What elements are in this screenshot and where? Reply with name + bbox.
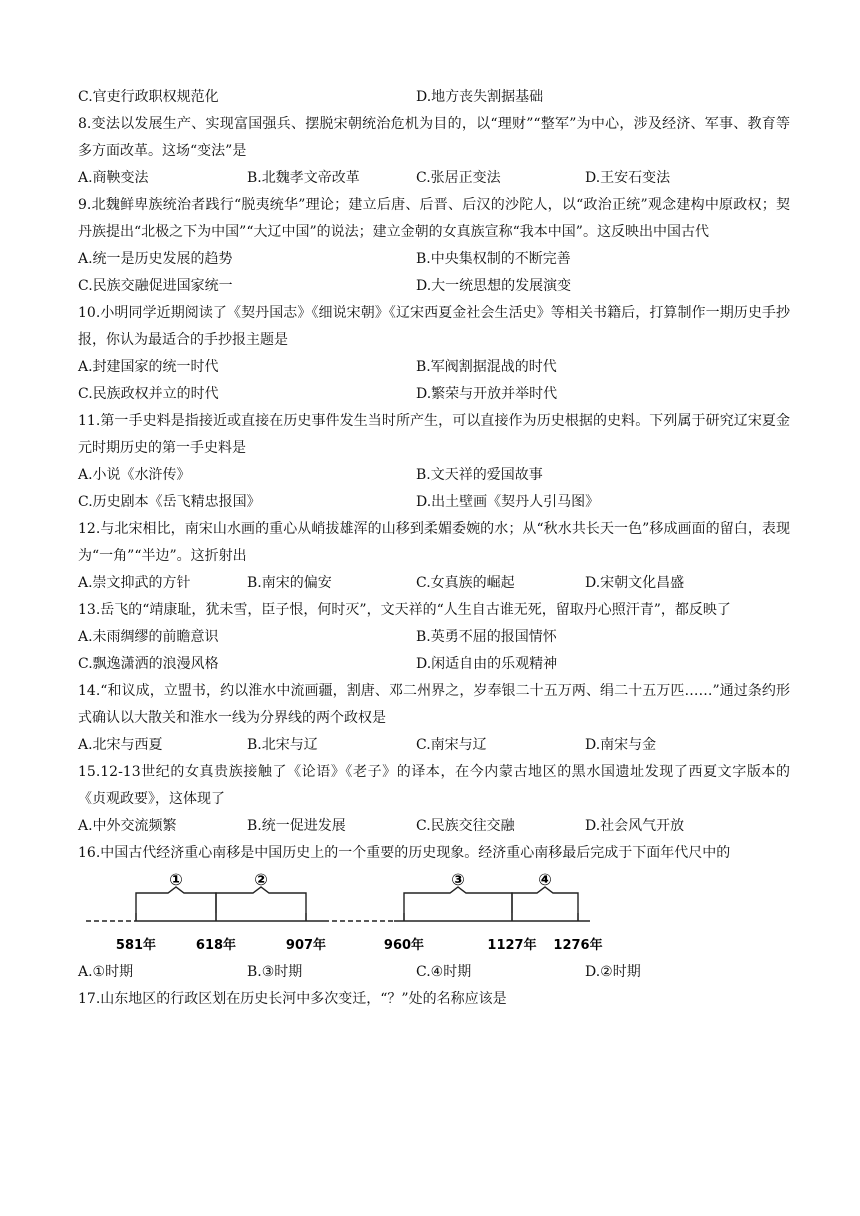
- answer-option: D.大一统思想的发展演变: [416, 278, 572, 294]
- answer-option: A.封建国家的统一时代: [78, 359, 219, 375]
- year-label: 1127年: [487, 938, 537, 953]
- year-label: 581年: [115, 938, 157, 953]
- question-stem: 8.变法以发展生产、实现富国强兵、摆脱宋朝统治危机为目的，以“理财”“整军”为中心，涉及经济、军事、教育等多方面改革。这场“变法”是: [78, 116, 790, 159]
- answer-option: D.王安石变法: [585, 170, 671, 186]
- option-row: [78, 462, 790, 489]
- answer-option: C.民族交往交融: [416, 818, 515, 834]
- answer-option: C.张居正变法: [416, 170, 501, 186]
- answer-option: A.小说《水浒传》: [78, 467, 191, 483]
- answer-option: C.官吏行政职权规范化: [78, 89, 219, 105]
- answer-option: B.英勇不屈的报国情怀: [416, 629, 557, 645]
- answer-option: B.北宋与辽: [247, 737, 318, 753]
- option-row: [78, 813, 790, 840]
- answer-option: A.未雨绸缪的前瞻意识: [78, 629, 219, 645]
- option-row: [78, 273, 790, 300]
- question-stem: 17.山东地区的行政区划在历史长河中多次变迁，“？”处的名称应该是: [78, 991, 507, 1007]
- year-label: 1276年: [553, 938, 603, 953]
- option-row: [78, 570, 790, 597]
- question-stem: 12.与北宋相比，南宋山水画的重心从峭拔雄浑的山移到柔媚委婉的水；从“秋水共长天一色”移成画面的留白，表现为“一角”“半边”。这折射出: [78, 521, 790, 564]
- answer-option: B.中央集权制的不断完善: [416, 251, 571, 267]
- question-stem: 10.小明同学近期阅读了《契丹国志》《细说宋朝》《辽宋西夏金社会生活史》等相关书籍后，打算制作一期历史手抄报，你认为最适合的手抄报主题是: [78, 305, 790, 348]
- answer-option: D.出土壁画《契丹人引马图》: [416, 494, 600, 510]
- timeline-figure: [78, 871, 790, 959]
- answer-option: A.北宋与西夏: [78, 737, 163, 753]
- answer-option: C.民族政权并立的时代: [78, 386, 219, 402]
- option-row: [78, 165, 790, 192]
- question-stem: 11.第一手史料是指接近或直接在历史事件发生当时所产生，可以直接作为历史根据的史料。下列属于研究辽宋夏金元时期历史的第一手史料是: [78, 413, 790, 456]
- answer-option: C.民族交融促进国家统一: [78, 278, 233, 294]
- answer-option: D.南宋与金: [585, 737, 657, 753]
- answer-option: D.②时期: [585, 964, 641, 980]
- answer-option: D.闲适自由的乐观精神: [416, 656, 558, 672]
- answer-option: D.地方丧失割据基础: [416, 89, 544, 105]
- answer-option: A.统一是历史发展的趋势: [78, 251, 233, 267]
- segment-label: ②: [254, 871, 268, 889]
- option-row: [78, 732, 790, 759]
- question-stem: 14.“和议成，立盟书，约以淮水中流画疆，割唐、邓二州界之，岁奉银二十五万两、绢二十五万匹……”通过条约形式确认以大散关和淮水一线为分界线的两个政权是: [78, 683, 790, 726]
- answer-option: C.④时期: [416, 964, 472, 980]
- answer-option: A.中外交流频繁: [78, 818, 177, 834]
- segment-bracket: [216, 887, 306, 913]
- question-stem: 16.中国古代经济重心南移是中国历史上的一个重要的历史现象。经济重心南移最后完成于下面年代尺中的: [78, 845, 731, 861]
- answer-option: B.军阀割据混战的时代: [416, 359, 557, 375]
- answer-option: C.南宋与辽: [416, 737, 487, 753]
- answer-option: D.社会风气开放: [585, 818, 685, 834]
- answer-option: B.南宋的偏安: [247, 575, 332, 591]
- question-stem: 13.岳飞的“靖康耻，犹未雪，臣子恨，何时灭”，文天祥的“人生自古谁无死，留取丹心照汗青”，都反映了: [78, 602, 731, 618]
- year-label: 907年: [285, 938, 327, 953]
- option-row: [78, 246, 790, 273]
- option-row: [78, 624, 790, 651]
- segment-label: ③: [451, 871, 465, 889]
- answer-option: D.宋朝文化昌盛: [585, 575, 685, 591]
- answer-option: B.文天祥的爱国故事: [416, 467, 543, 483]
- option-row: [78, 381, 790, 408]
- question-stem: 15.12-13世纪的女真贵族接触了《论语》《老子》的译本，在今内蒙古地区的黑水国遗址发现了西夏文字版本的《贞观政要》，这体现了: [78, 764, 790, 807]
- answer-option: B.统一促进发展: [247, 818, 346, 834]
- segment-label: ①: [169, 871, 183, 889]
- answer-option: C.女真族的崛起: [416, 575, 515, 591]
- question-stem: 9.北魏鲜卑族统治者践行“脱夷统华”理论；建立后唐、后晋、后汉的沙陀人，以“政治正统”观念建构中原政权；契丹族提出“北极之下为中国”“大辽中国”的说法；建立金朝的女真族宣称“我本中国”。这反映出中国古代: [78, 197, 790, 240]
- answer-option: B.北魏孝文帝改革: [247, 170, 360, 186]
- answer-option: A.①时期: [78, 964, 134, 980]
- answer-option: A.商鞅变法: [78, 170, 149, 186]
- year-label: 618年: [195, 938, 237, 953]
- option-row: [78, 651, 790, 678]
- answer-option: C.历史剧本《岳飞精忠报国》: [78, 494, 261, 510]
- year-label: 960年: [383, 938, 425, 953]
- timeline-svg: [78, 871, 638, 959]
- segment-bracket: [404, 887, 512, 913]
- answer-option: D.繁荣与开放并举时代: [416, 386, 558, 402]
- option-row: [78, 489, 790, 516]
- segment-bracket: [512, 887, 578, 913]
- answer-option: C.飘逸潇洒的浪漫风格: [78, 656, 219, 672]
- option-row: [78, 84, 790, 111]
- exam-page: [78, 84, 790, 1013]
- answer-option: A.崇文抑武的方针: [78, 575, 191, 591]
- segment-bracket: [136, 887, 216, 913]
- option-row: [78, 354, 790, 381]
- segment-label: ④: [538, 871, 552, 889]
- answer-option: B.③时期: [247, 964, 303, 980]
- option-row: [78, 959, 790, 986]
